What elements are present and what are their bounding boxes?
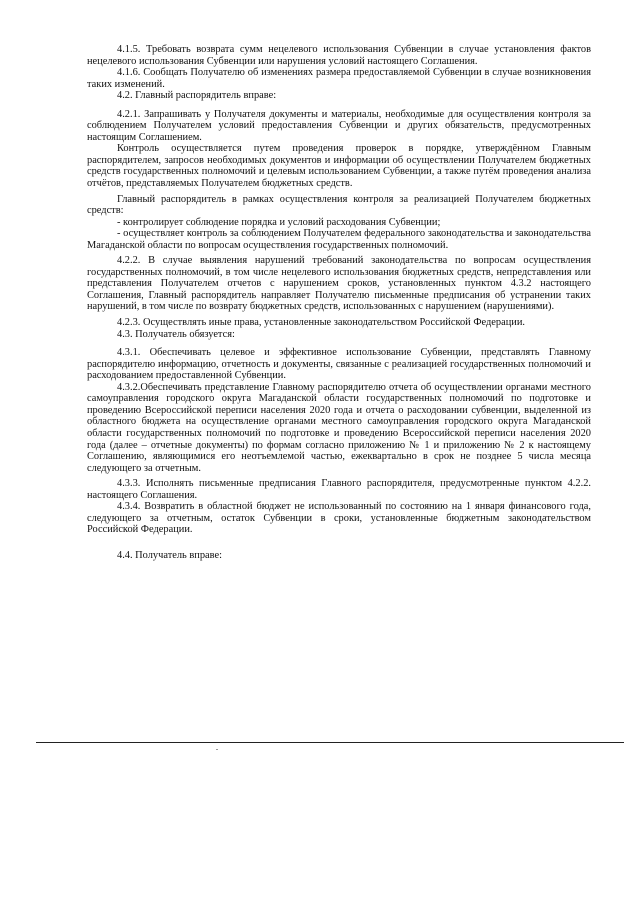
clause-4-3-1: 4.3.1. Обеспечивать целевое и эффективное использование Субвенции, представлять Главному распорядителю информацию, отчетность и документы, связанные с реализацией государственных полномочий и расходованием предоставленной Субвенции. [87, 347, 591, 382]
clause-4-2-3: 4.2.3. Осуществлять иные права, установленные законодательством Российской Федерации. [117, 317, 525, 329]
scan-speck [216, 749, 218, 750]
clause-4-1-6: 4.1.6. Сообщать Получателю об изменениях размера предоставляемой Субвенции в случае возникновения таких изменений. [87, 67, 591, 90]
control-intro-paragraph: Главный распорядитель в рамках осуществления контроля за реализацией Получателем бюджетных средств: [87, 193, 591, 217]
clause-4-1-5: 4.1.5. Требовать возврата сумм нецелевого использования Субвенции в случае установления фактов нецелевого использования Субвенции или нарушения условий настоящего Соглашения. [87, 44, 591, 67]
control-list-item-1: - контролирует соблюдение порядка и условий расходования Субвенции; [117, 216, 441, 228]
clause-4-3-3: 4.3.3. Исполнять письменные предписания Главного распорядителя, предусмотренные пунктом 4.2.2. настоящего Соглашения. [87, 478, 591, 501]
clause-4-2-heading: 4.2. Главный распорядитель вправе: [117, 90, 277, 102]
clause-4-3-4: 4.3.4. Возвратить в областной бюджет не использованный по состоянию на 1 января финансового года, следующего за отчетным, остаток Субвенции в сроки, установленные бюджетным законодательством Российской Федерации. [87, 501, 591, 536]
control-list-item-2: - осуществляет контроль за соблюдением Получателем федерального законодательства и законодательства Магаданской области по вопросам осуществления государственных полномочий. [87, 228, 591, 251]
clause-4-4-heading: 4.4. Получатель вправе: [117, 549, 222, 561]
clause-4-2-1: 4.2.1. Запрашивать у Получателя документы и материалы, необходимые для осуществления контроля за соблюдением Получателем условий предоставления Субвенции и других обязательств, предусмотренных настоящим Соглашением. [87, 108, 591, 143]
control-paragraph: Контроль осуществляется путем проведения проверок в порядке, утверждённом Главным распорядителем, запросов необходимых документов и информации об осуществлении Получателем бюджетных средств государственных полномочий и целевым использованием Субвенции, а также путём проведения анализа отчётов, представляемых Получателем бюджетных средств. [87, 143, 591, 190]
clause-4-3-2: 4.3.2.Обеспечивать представление Главному распорядителю отчета об осуществлении органами местного самоуправления городского округа Магаданской области государственных полномочий по подготовке и проведению Всероссийской переписи населения 2020 года и отчета о расходовании субвенции, выделенной из областного бюджета на осуществление органами местного самоуправления городского округа Магаданской области государственных полномочий по подготовке и проведению Всероссийской переписи населения 2020 года (далее – отчетные документы) по формам согласно приложению № 1 и приложению № 2 к настоящему Соглашению, являющимися его неотъемлемой частью, ежеквартально в срок не позднее 5 числа месяца следующего за отчетным. [87, 381, 591, 474]
footer-divider [36, 742, 624, 743]
clause-4-2-2: 4.2.2. В случае выявления нарушений требований законодательства по вопросам осуществления государственных полномочий, в том числе нецелевого использования бюджетных средств, непредставления или представления Получателем отчетов с нарушением сроков, установленных пунктом 4.3.2 настоящего Соглашения, Главный распорядитель направляет Получателю письменные предписания об устранении таких нарушений, в том числе по возврату бюджетных средств, использованных с нарушением (нарушениями). [87, 255, 591, 313]
document-body [87, 44, 591, 561]
clause-4-3-heading: 4.3. Получатель обязуется: [117, 328, 235, 340]
